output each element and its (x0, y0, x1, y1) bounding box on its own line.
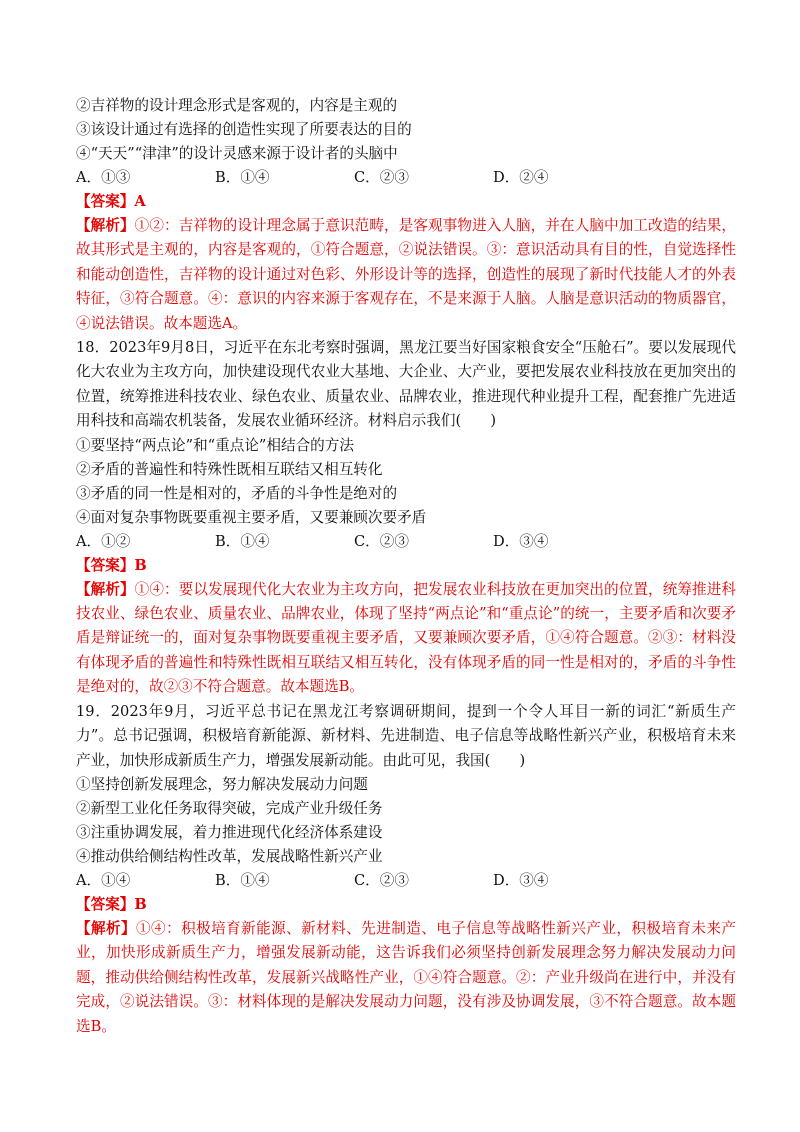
q19-option-2: ②新型工业化任务取得突破，完成产业升级任务 (76, 799, 383, 817)
q19-choice-d: D．③④ (493, 871, 549, 889)
analysis-text: ①②：吉祥物的设计理念属于意识范畴，是客观事物进入人脑，并在人脑中加工改造的结果，故其形式是主观的，内容是客观的，①符合题意，②说法错误。③：意识活动具有目的性，自觉选择性和能动创造性，吉祥物的设计通过对色彩、外形设计等的选择，创造性的展现了新时代技能人才的外表特征，③符合题意。④：意识的内容来源于客观存在，不是来源于人脑。人脑是意识活动的物质器官，④说法错误。故本题选A。 (76, 217, 736, 332)
q18-choice-d: D．③④ (493, 532, 549, 550)
answer-tag: 【答案】 (76, 895, 135, 913)
analysis-text: ①④：积极培育新能源、新材料、先进制造、电子信息等战略性新兴产业，积极培育未来产业，加快形成新质生产力，增强发展新动能，这告诉我们必须坚持创新发展理念努力解决发展动力问题，推动供给侧结构性改革，发展新兴战略性产业，①④符合题意。②：产业升级尚在进行中，并没有完成，②说法错误。③：材料体现的是解决发展动力问题，没有涉及协调发展，③不符合题意。故本题选B。 (76, 919, 736, 1035)
q19-analysis (76, 917, 736, 1039)
q19-choice-a: A．①④ (76, 871, 131, 889)
q19-choices (76, 869, 736, 893)
q18-option-3: ③矛盾的同一性是相对的，矛盾的斗争性是绝对的 (76, 484, 398, 502)
q18-option-1: ①要坚持“两点论”和“重点论”相结合的方法 (76, 436, 354, 454)
analysis-tag: 【解析】 (76, 919, 137, 937)
q19-option-4: ④推动供给侧结构性改革，发展战略性新兴产业 (76, 847, 383, 865)
answer-tag: 【答案】 (76, 193, 135, 210)
q18-choice-c: C．②③ (354, 532, 409, 550)
q17-choice-d: D．②④ (493, 169, 549, 186)
q19-stem: 19．2023年9月，习近平总书记在黑龙江考察调研期间，提到一个令人耳目一新的词汇“新质生产力”。总书记强调，积极培育新能源、新材料、先进制造、电子信息等战略性新兴产业，积极培育未来产业，加快形成新质生产力，增强发展新动能。由此可见，我国( ) (76, 702, 736, 769)
question-18 (76, 336, 736, 700)
q17-choice-a: A．①③ (76, 169, 131, 186)
q17-option-2: ②吉祥物的设计理念形式是客观的，内容是主观的 (76, 97, 398, 114)
q18-option-4: ④面对复杂事物既要重视主要矛盾，又要兼顾次要矛盾 (76, 508, 427, 526)
answer-value: B (134, 556, 147, 574)
q17-option-3: ③该设计通过有选择的创造性实现了所要表达的目的 (76, 121, 412, 138)
q19-choice-b: B．①④ (215, 871, 270, 889)
q18-option-2: ②矛盾的普遍性和特殊性既相互联结又相互转化 (76, 460, 383, 478)
question-17 (76, 94, 736, 336)
document-page (76, 94, 736, 1039)
q17-choice-b: B．①④ (215, 169, 270, 186)
question-19 (76, 700, 736, 1039)
analysis-tag: 【解析】 (76, 580, 135, 598)
q19-choice-c: C．②③ (354, 871, 409, 889)
q17-answer (76, 190, 736, 214)
q18-analysis (76, 578, 736, 700)
answer-value: A (134, 193, 146, 210)
q19-option-1: ①坚持创新发展理念，努力解决发展动力问题 (76, 775, 368, 793)
analysis-tag: 【解析】 (76, 217, 135, 234)
q18-stem: 18．2023年9月8日，习近平在东北考察时强调，黑龙江要当好国家粮食安全“压舱石”。要以发展现代化大农业为主攻方向，加快建设现代农业大基地、大企业、大产业，要把发展农业科技放在更加突出的位置，统筹推进科技农业、绿色农业、质量农业、品牌农业，推进现代种业提升工程，配套推广先进适用科技和高端农机装备，发展农业循环经济。材料启示我们( ) (76, 339, 736, 430)
q17-choice-c: C．②③ (354, 169, 409, 186)
q19-answer (76, 893, 736, 917)
q18-choice-b: B．①④ (215, 532, 270, 550)
q17-option-4: ④“天天”“津津”的设计灵感来源于设计者的头脑中 (76, 145, 398, 162)
q18-choices (76, 530, 736, 554)
q19-option-3: ③注重协调发展，着力推进现代化经济体系建设 (76, 823, 383, 841)
answer-value: B (134, 895, 147, 913)
q17-analysis (76, 214, 736, 336)
q17-choices (76, 166, 736, 190)
analysis-text: ①④：要以发展现代化大农业为主攻方向，把发展农业科技放在更加突出的位置，统筹推进科技农业、绿色农业、质量农业、品牌农业，体现了坚持“两点论”和“重点论”的统一，主要矛盾和次要矛盾是辩证统一的，面对复杂事物既要重视主要矛盾，又要兼顾次要矛盾，①④符合题意。②③：材料没有体现矛盾的普遍性和特殊性既相互联结又相互转化，没有体现矛盾的同一性是相对的，矛盾的斗争性是绝对的，故②③不符合题意。故本题选B。 (76, 580, 736, 696)
q18-answer (76, 554, 736, 578)
q18-choice-a: A．①② (76, 532, 131, 550)
answer-tag: 【答案】 (76, 556, 135, 574)
